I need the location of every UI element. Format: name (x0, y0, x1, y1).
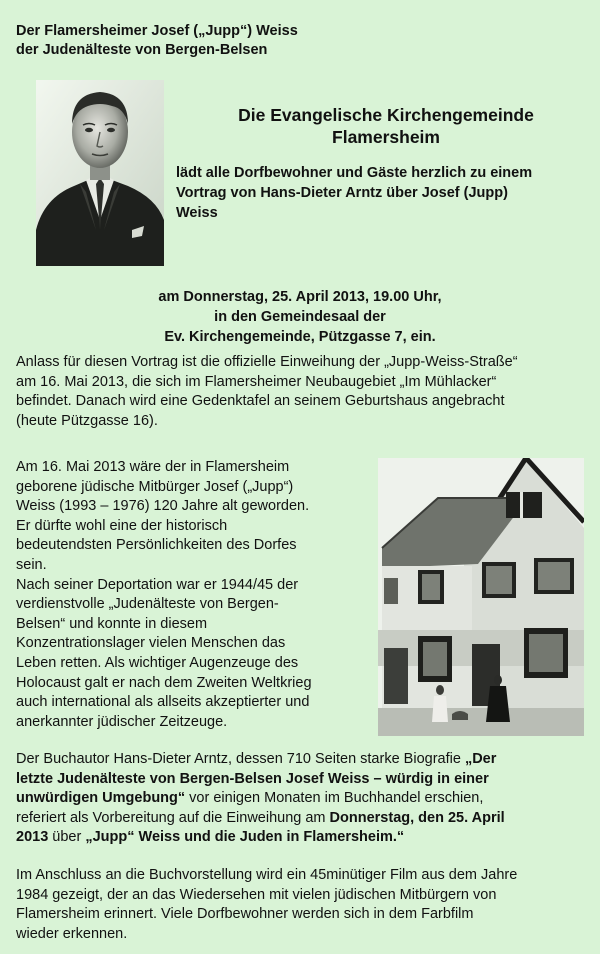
event-address-line: Ev. Kirchengemeinde, Pützgasse 7, ein. (164, 329, 436, 345)
text-line: Belsen“ und konnte in diesem (16, 615, 208, 632)
event-venue-line: in den Gemeindesaal der (214, 309, 386, 325)
invitation-line-2: Vortrag von Hans-Dieter Arntz über Josef (Jupp) (176, 185, 508, 201)
plain-text: referiert als Vorbereitung auf die Einweihung am (16, 809, 330, 826)
text-line: befindet. Danach wird eine Gedenktafel an seinem Geburtshaus angebracht (16, 393, 505, 410)
text-line: Flamersheim erinnert. Viele Dorfbewohner werden sich in dem Farbfilm (16, 906, 474, 923)
text-line (16, 828, 594, 848)
text-line: bedeutendsten Persönlichkeiten des Dorfes (16, 537, 297, 554)
event-date-line: am Donnerstag, 25. April 2013, 19.00 Uhr, (158, 289, 442, 305)
text-line: Weiss (1993 – 1976) 120 Jahre alt geworden. (16, 498, 310, 515)
invitation-line-1: lädt alle Dorfbewohner und Gäste herzlich zu einem (176, 165, 533, 181)
text-line: Nach seiner Deportation war er 1944/45 der (16, 576, 299, 593)
lecture-date: Donnerstag, den 25. April (329, 809, 505, 826)
heading-line-2: der Judenälteste von Bergen-Belsen (16, 42, 268, 58)
text-line: sein. (16, 556, 47, 573)
plain-text: Der Buchautor Hans-Dieter Arntz, dessen 710 Seiten starke Biografie (16, 751, 465, 767)
paragraph-book-presentation (16, 750, 594, 848)
birth-house-photo (378, 458, 584, 736)
text-line (16, 750, 594, 770)
text-line (16, 809, 594, 829)
text-line: geborene jüdische Mitbürger Josef („Jupp“) (16, 478, 294, 495)
lecture-year: 2013 (16, 829, 49, 846)
text-line (16, 770, 594, 790)
text-line: Holocaust galt er nach dem Zweiten Weltkrieg (16, 674, 312, 691)
organizer-line-2: Flamersheim (332, 127, 440, 147)
text-line: wieder erkennen. (16, 925, 128, 942)
text-line: Im Anschluss an die Buchvorstellung wird ein 45minütiger Film aus dem Jahre (16, 867, 518, 883)
invitation-line-3: Weiss (176, 205, 218, 221)
paragraph-film (16, 866, 594, 944)
text-line: (heute Pützgasse 16). (16, 412, 158, 429)
text-line: auch international als allseits akzeptierter und (16, 694, 310, 711)
book-title-end: unwürdigen Umgebung“ (16, 790, 186, 807)
heading-line-1: Der Flamersheimer Josef („Jupp“) Weiss (16, 23, 298, 39)
text-line: verdienstvolle „Judenälteste von Bergen- (16, 596, 279, 613)
book-title-start: „Der (464, 751, 497, 767)
text-line: Leben retten. Als wichtiger Augenzeuge des (16, 654, 299, 671)
text-line: anerkannter jüdischer Zeitzeuge. (16, 713, 228, 730)
text-line: Er dürfte wohl eine der historisch (16, 517, 228, 534)
text-line (16, 789, 594, 809)
text-line: Am 16. Mai 2013 wäre der in Flamersheim (16, 459, 290, 475)
text-line: Konzentrationslager vielen Menschen das (16, 635, 286, 652)
paragraph-biography (16, 458, 376, 732)
flyer-heading (16, 22, 396, 60)
invitation-text (176, 163, 596, 223)
lecture-topic: „Jupp“ Weiss und die Juden in Flamersheim.“ (85, 829, 405, 846)
portrait-photo (36, 80, 164, 266)
text-line: 1984 gezeigt, der an das Wiedersehen mit vielen jüdischen Mitbürgern von (16, 886, 497, 903)
book-title-middle: letzte Judenälteste von Bergen-Belsen Josef Weiss – würdig in einer (16, 770, 489, 787)
paragraph-occasion (16, 353, 591, 431)
plain-text: vor einigen Monaten im Buchhandel erschien, (185, 790, 484, 807)
organizer-heading (176, 104, 596, 148)
organizer-line-1: Die Evangelische Kirchengemeinde (238, 105, 534, 125)
text-line: am 16. Mai 2013, die sich im Flamersheimer Neubaugebiet „Im Mühlacker“ (16, 373, 497, 390)
text-line: Anlass für diesen Vortrag ist die offizielle Einweihung der „Jupp-Weiss-Straße“ (16, 354, 518, 370)
event-details (30, 287, 570, 347)
plain-text: über (48, 829, 86, 846)
